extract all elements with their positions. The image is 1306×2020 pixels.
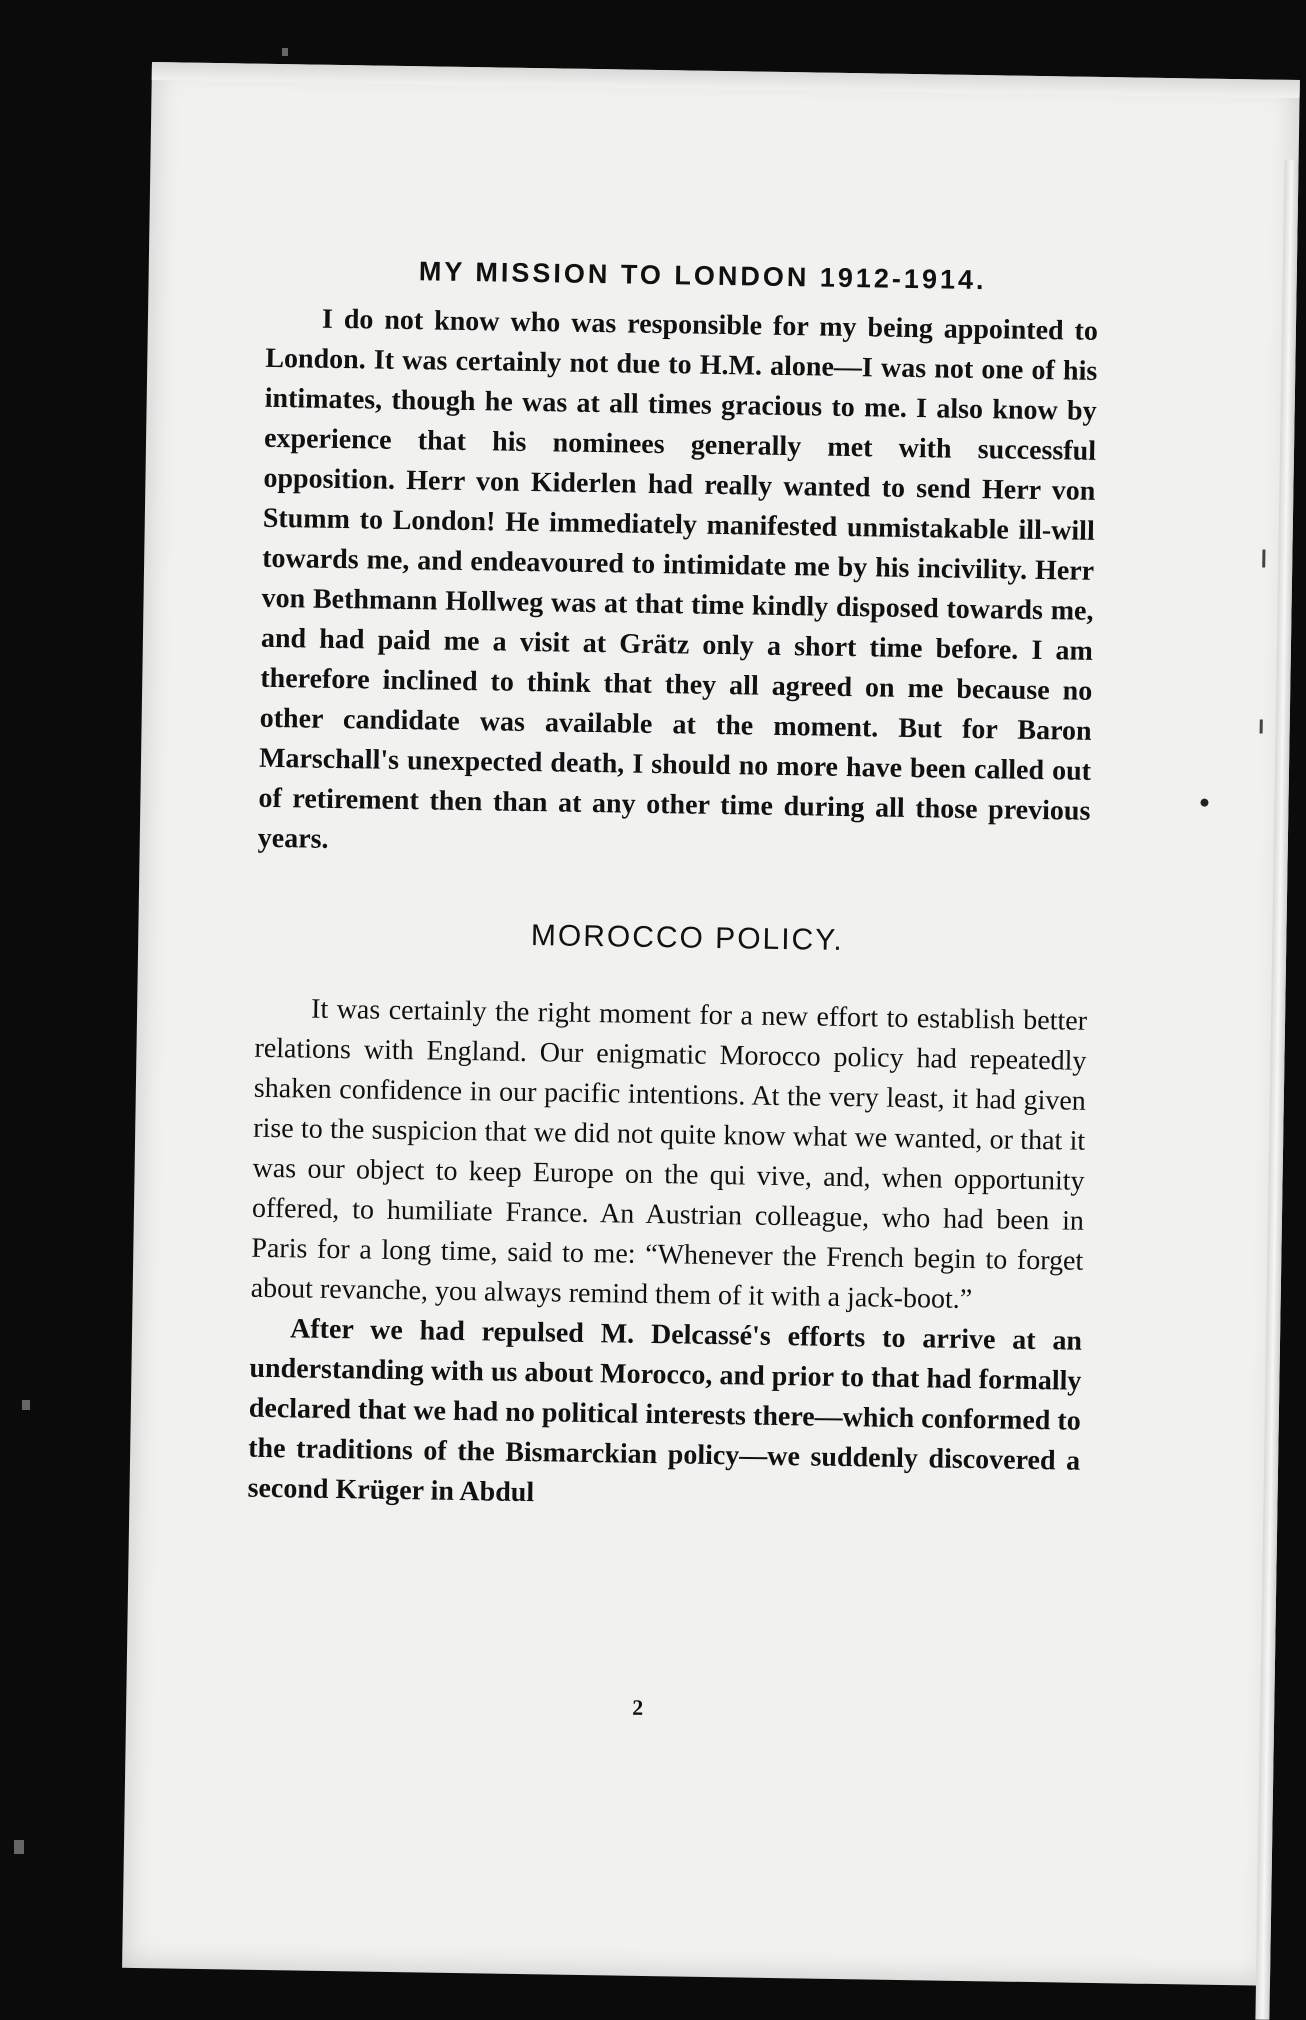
paragraph-morocco-1: It was certainly the right moment for a new effort to establish better relations with England. Our enigmatic Morocco policy had repeatedly shaken confidence in our pacific intentions. At the very least, it had given rise to the suspicion that we did not quite know what we wanted, or that it was our object to keep Europe on the qui vive, and, when opportunity offered, to humiliate France. An Austrian colleague, who had been in Paris for a long time, said to me: “Whenever the French begin to forget about revanche, you always remind them of it with a jack-boot.” <box>250 993 1088 1316</box>
page-number: 2 <box>632 1694 644 1720</box>
margin-mark <box>1262 550 1265 568</box>
book-page <box>122 62 1300 1986</box>
background-mark <box>282 48 288 56</box>
page-right-edge <box>1255 160 1298 2020</box>
chapter-title: MY MISSION TO LONDON 1912-1914. <box>418 256 987 296</box>
page-top-edge <box>152 62 1300 98</box>
background-mark <box>22 1400 30 1410</box>
section-heading: MOROCCO POLICY. <box>530 919 844 957</box>
paragraph-intro: I do not know who was responsible for my being appointed to London. It was certainly not due to H.M. alone—I was not one of his intimates, though he was at all times gracious to me. I also know by experience that his nominees generally met with successful opposition. Herr von Kiderlen had really wanted to send Herr von Stumm to London! He immediately manifested unmistakable ill-will towards me, and endeavoured to intimidate me by his incivility. Herr von Bethmann Hollweg was at that time kindly disposed towards me, and had paid me a visit at Grätz only a short time before. I am therefore inclined to think that they all agreed on me because no other candidate was available at the moment. But for Baron Marschall's unexpected death, I should no more have been called out of retirement then than at any other time during all those previous years. <box>257 303 1099 855</box>
background-mark <box>14 1840 24 1854</box>
margin-mark <box>1260 719 1263 733</box>
page-content <box>247 254 1099 1522</box>
paragraph-morocco-2: After we had repulsed M. Delcassé's efforts to arrive at an understanding with us about Morocco, and prior to that had formally declared that we had no political interests there—which conformed to the traditions of the Bismarckian policy—we suddenly discovered a second Krüger in Abdul <box>247 1313 1083 1509</box>
ink-speck <box>1200 799 1208 807</box>
